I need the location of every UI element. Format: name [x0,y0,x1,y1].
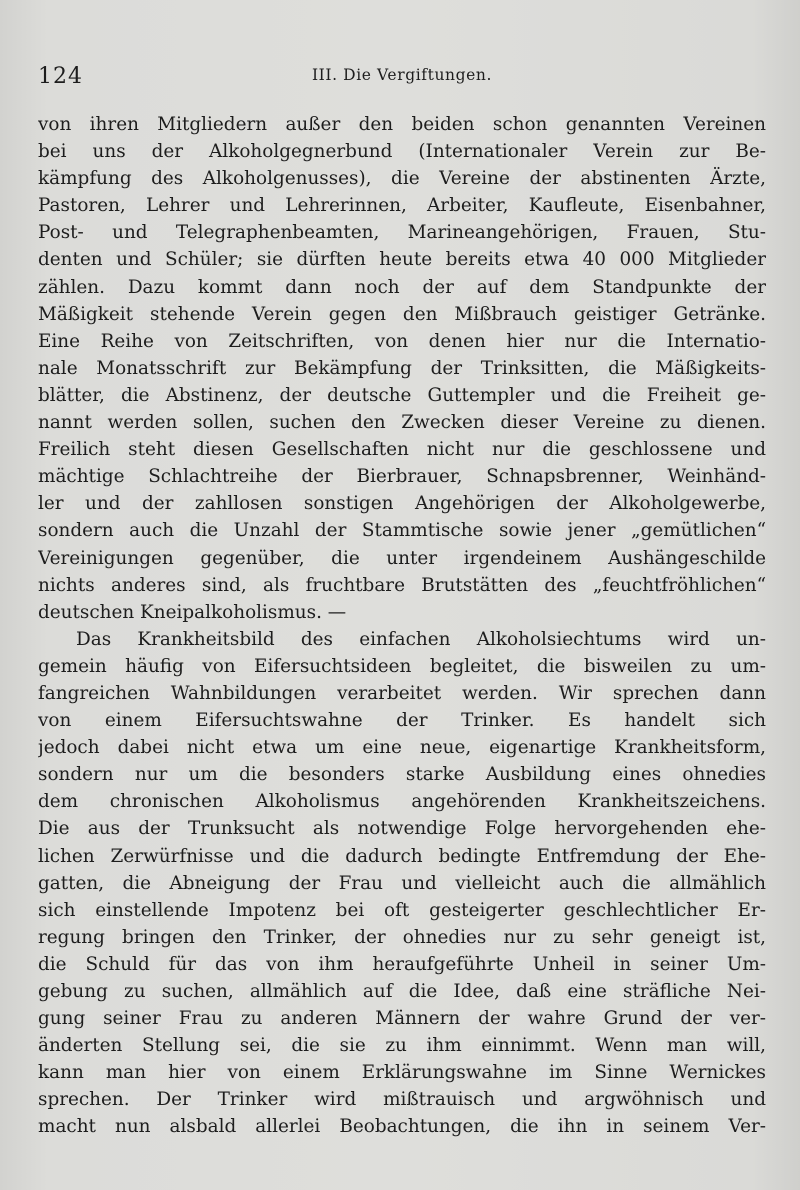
text-line: Das Krankheitsbild des einfachen Alkoholsiechtums wird un- [76,628,766,650]
running-title: III. Die Vergiftungen. [311,66,493,84]
text-line: bei uns der Alkoholgegnerbund (Internationaler Verein zur Be- [38,141,766,163]
text-line: lichen Zerwürfnisse und die dadurch bedingte Entfremdung der Ehe- [38,845,766,867]
text-line: macht nun alsbald allerlei Beobachtungen, die ihn in seinem Ver- [38,1116,766,1138]
text-line: ler und der zahllosen sonstigen Angehörigen der Alkoholgewerbe, [38,493,766,515]
text-line: Pastoren, Lehrer und Lehrerinnen, Arbeiter, Kaufleute, Eisenbahner, [38,195,766,217]
text-line: regung bringen den Trinker, der ohnedies nur zu sehr geneigt ist, [38,926,766,948]
text-line: blätter, die Abstinenz, der deutsche Guttempler und die Freiheit ge- [38,384,766,406]
paragraph-1 [38,111,766,626]
text-line: nale Monatsschrift zur Bekämpfung der Trinksitten, die Mäßigkeits- [38,357,766,379]
text-line: sondern auch die Unzahl der Stammtische sowie jener „gemütlichen“ [38,520,766,542]
text-line: Vereinigungen gegenüber, die unter irgendeinem Aushängeschilde [38,547,766,569]
text-line: gemein häufig von Eifersuchtsideen begleitet, die bisweilen zu um- [38,655,766,677]
text-line: jedoch dabei nicht etwa um eine neue, eigenartige Krankheitsform, [38,737,766,759]
text-line: nichts anderes sind, als fruchtbare Brutstätten des „feuchtfröhlichen“ [38,574,766,596]
text-line: Die aus der Trunksucht als notwendige Folge hervorgehenden ehe- [38,818,766,840]
text-line: Freilich steht diesen Gesellschaften nicht nur die geschlossene und [38,439,766,461]
text-line: fangreichen Wahnbildungen verarbeitet werden. Wir sprechen dann [38,682,766,704]
text-line: änderten Stellung sei, die sie zu ihm einnimmt. Wenn man will, [38,1035,766,1057]
text-line: Eine Reihe von Zeitschriften, von denen hier nur die Internatio- [38,330,766,352]
text-line: deutschen Kneipalkoholismus. — [38,601,347,623]
text-line: kann man hier von einem Erklärungswahne im Sinne Wernickes [38,1062,766,1084]
text-line: gung seiner Frau zu anderen Männern der wahre Grund der ver- [38,1008,766,1030]
text-line: denten und Schüler; sie dürften heute bereits etwa 40 000 Mitglieder [38,249,766,271]
text-line: gatten, die Abneigung der Frau und vielleicht auch die allmählich [38,872,766,894]
text-line: gebung zu suchen, allmählich auf die Idee, daß eine sträfliche Nei- [38,981,766,1002]
page-header [38,62,766,92]
paragraph-2 [38,626,766,1141]
text-line: nannt werden sollen, suchen den Zwecken dieser Vereine zu dienen. [38,412,766,434]
page-number: 124 [38,64,83,89]
text-line: kämpfung des Alkoholgenusses), die Vereine der abstinenten Ärzte, [38,168,766,190]
text-line: mächtige Schlachtreihe der Bierbrauer, Schnapsbrenner, Weinhänd- [38,466,766,488]
text-line: Post- und Telegraphenbeamten, Marineangehörigen, Frauen, Stu- [38,222,766,244]
text-line: von einem Eifersuchtswahne der Trinker. Es handelt sich [38,710,766,732]
body-text [38,111,766,1141]
text-line: dem chronischen Alkoholismus angehörenden Krankheitszeichens. [38,791,766,813]
text-line: Mäßigkeit stehende Verein gegen den Mißbrauch geistiger Getränke. [38,303,766,325]
text-line: von ihren Mitgliedern außer den beiden schon genannten Vereinen [38,114,766,135]
text-line: zählen. Dazu kommt dann noch der auf dem Standpunkte der [38,276,766,298]
text-line: die Schuld für das von ihm heraufgeführte Unheil in seiner Um- [38,953,766,975]
text-line: sprechen. Der Trinker wird mißtrauisch und argwöhnisch und [38,1089,766,1111]
text-line: sich einstellende Impotenz bei oft gesteigerter geschlechtlicher Er- [38,899,766,921]
text-line: sondern nur um die besonders starke Ausbildung eines ohnedies [38,764,766,786]
